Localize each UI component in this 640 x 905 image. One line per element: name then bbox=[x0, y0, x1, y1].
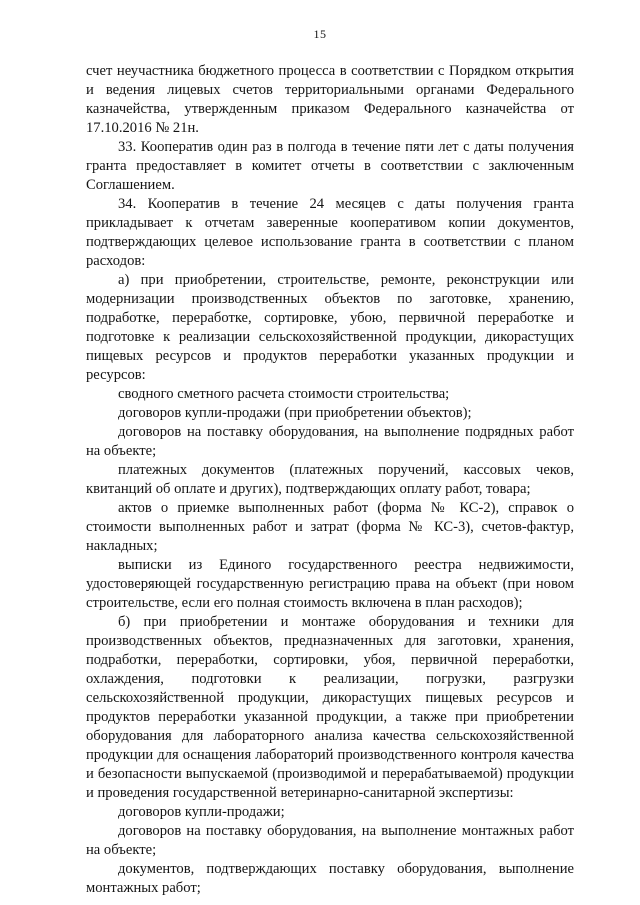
paragraph-list-entry: договоров на поставку оборудования, на выполнение подрядных работ на объекте; bbox=[86, 424, 574, 459]
paragraph-subitem-b: б) при приобретении и монтаже оборудования и техники для производственных объектов, предназначенных для заготовки, хранения, подработки, переработки, сортировки, убоя, первичной переработки, охлаждения, подготовки к реализации, погрузки, разгрузки сельскохозяйственной продукции, дикорастущих пищевых ресурсов и продуктов переработки указанной продукции, а также при приобретении оборудования для лабораторного анализа качества сельскохозяйственной продукции для оснащения лабораторий производственного контроля качества и безопасности выпускаемой (производимой и перерабатываемой) продукции и проведения государственной ветеринарно-санитарной экспертизы: bbox=[86, 614, 574, 801]
paragraph-item-34: 34. Кооператив в течение 24 месяцев с даты получения гранта прикладывает к отчетам заверенные кооперативом копии документов, подтверждающих целевое использование гранта в соответствии с планом расходов: bbox=[86, 196, 574, 269]
paragraph-item-33: 33. Кооператив один раз в полгода в течение пяти лет с даты получения гранта предоставляет в комитет отчеты в соответствии с заключенным Соглашением. bbox=[86, 139, 574, 193]
paragraph-list-entry: документов, подтверждающих поставку оборудования, выполнение монтажных работ; bbox=[86, 861, 574, 896]
paragraph-list-entry: договоров купли-продажи (при приобретении объектов); bbox=[118, 405, 472, 421]
paragraph-subitem-a: а) при приобретении, строительстве, ремонте, реконструкции или модернизации производственных объектов по заготовке, хранению, подработке, переработке, сортировке, убою, первичной переработке и подготовке к реализации сельскохозяйственной продукции, дикорастущих пищевых ресурсов и продуктов переработки указанных продукции и ресурсов: bbox=[86, 272, 574, 383]
paragraph-list-entry: договоров купли-продажи; bbox=[118, 804, 285, 820]
paragraph-list-entry: сводного сметного расчета стоимости строительства; bbox=[118, 386, 450, 402]
document-body bbox=[86, 62, 574, 898]
paragraph-list-entry: договоров на поставку оборудования, на выполнение монтажных работ на объекте; bbox=[86, 823, 574, 858]
paragraph-list-entry: выписки из Единого государственного реестра недвижимости, удостоверяющей государственную регистрацию права на объект (при новом строительстве, если его полная стоимость включена в план расходов); bbox=[86, 557, 574, 611]
page-number: 15 bbox=[313, 27, 327, 41]
paragraph-continuation: счет неучастника бюджетного процесса в соответствии с Порядком открытия и ведения лицевых счетов территориальными органами Федерального казначейства, утвержденным приказом Федерального казначейства от 17.10.2016 № 21н. bbox=[86, 63, 574, 136]
paragraph-list-entry: актов о приемке выполненных работ (форма № КС-2), справок о стоимости выполненных работ и затрат (форма № КС-3), счетов-фактур, накладных; bbox=[86, 500, 574, 554]
paragraph-list-entry: платежных документов (платежных поручений, кассовых чеков, квитанций об оплате и других), подтверждающих оплату работ, товара; bbox=[86, 462, 574, 497]
